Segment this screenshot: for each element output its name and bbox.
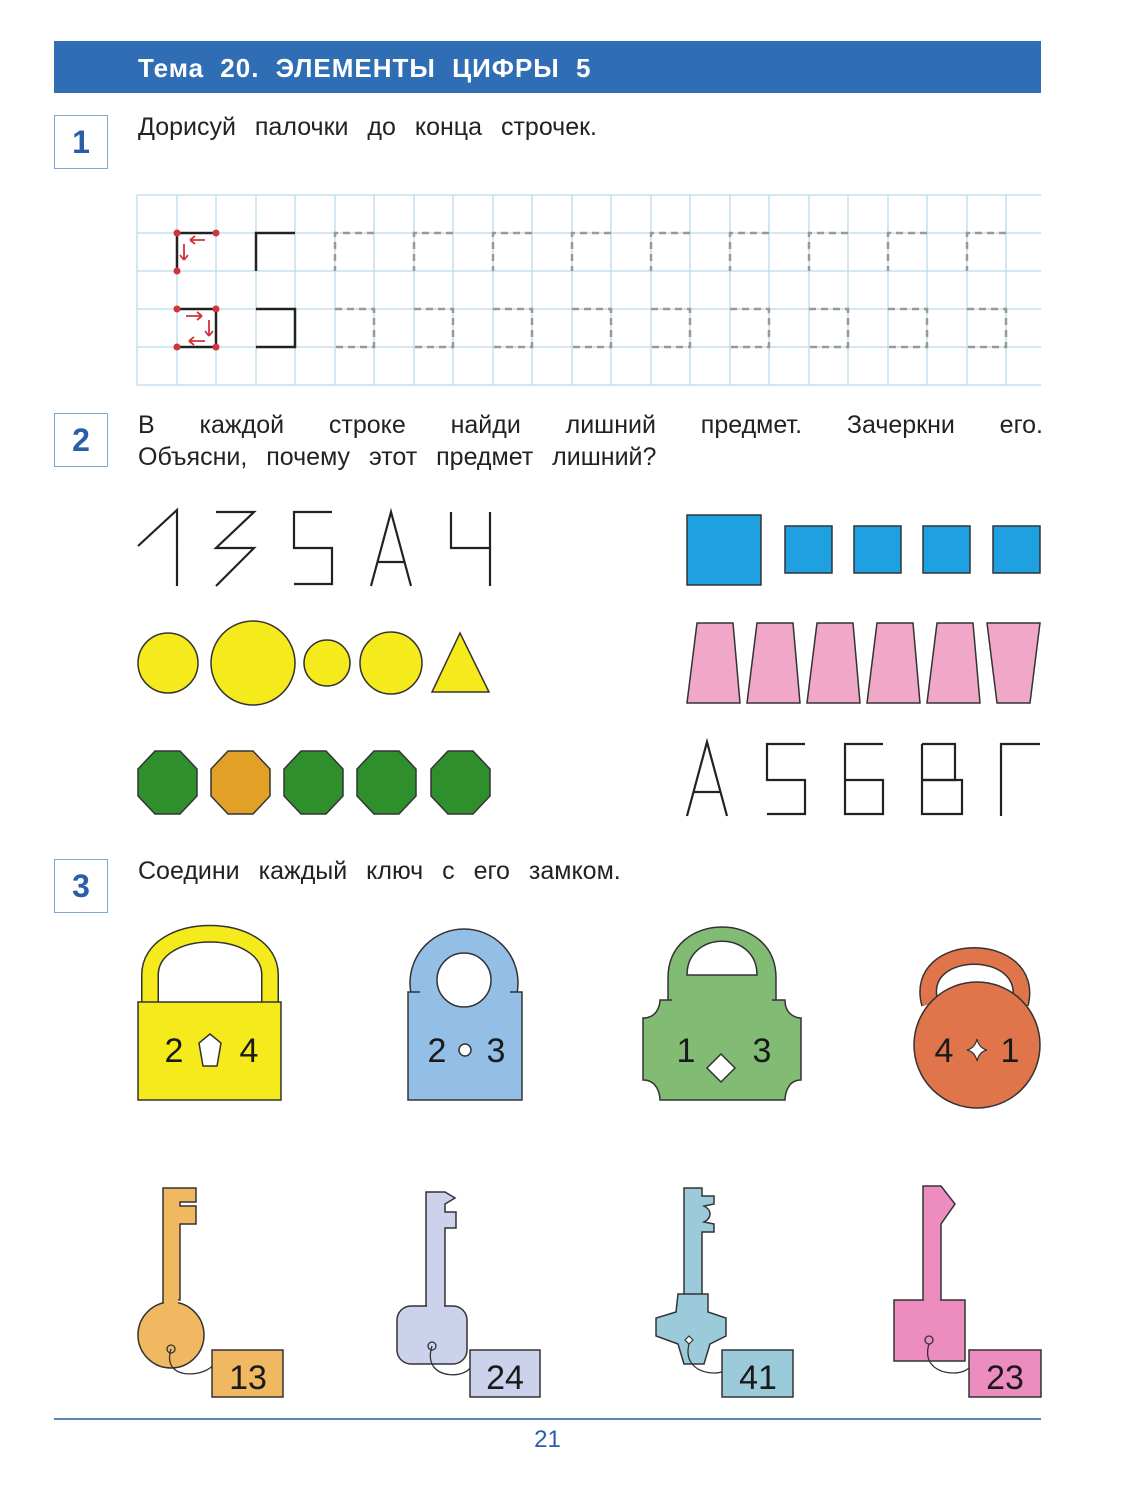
odd-triangle bbox=[432, 633, 489, 692]
key-1-tag-label: 13 bbox=[229, 1359, 267, 1397]
squares-row bbox=[687, 515, 1040, 585]
task-2-text-line-2: Объясни, почему этот предмет лишний? bbox=[138, 443, 657, 471]
task-2-text-line-1: В каждой строке найди лишний предмет. Зачеркни его. bbox=[138, 411, 1043, 439]
glyph-letter-a bbox=[687, 742, 727, 816]
page-number: 21 bbox=[534, 1426, 561, 1453]
lock-1-right-number: 4 bbox=[239, 1032, 259, 1070]
glyph-1 bbox=[138, 510, 177, 586]
task-2-number: 2 bbox=[54, 413, 108, 467]
lock-3-left-number: 1 bbox=[676, 1032, 696, 1070]
glyph-letter-v bbox=[922, 744, 962, 814]
key-2-tag-label: 24 bbox=[486, 1359, 524, 1397]
lock-2[interactable] bbox=[408, 929, 522, 1100]
dashed-trace-strokes bbox=[335, 233, 1006, 347]
odd-trapezoid bbox=[987, 623, 1040, 703]
writing-grid bbox=[137, 195, 1041, 385]
lock-1-left-number: 2 bbox=[164, 1032, 184, 1070]
task-1-number: 1 bbox=[54, 115, 108, 169]
task-3-text: Соедини каждый ключ с его замком. bbox=[138, 857, 621, 885]
odd-octagon bbox=[211, 751, 270, 814]
octagons-row bbox=[138, 751, 490, 814]
lock-2-right-number: 3 bbox=[486, 1032, 506, 1070]
glyph-letter-g bbox=[1001, 744, 1040, 816]
footer-divider bbox=[54, 1418, 1041, 1420]
topic-title: Тема 20. ЭЛЕМЕНТЫ ЦИФРЫ 5 bbox=[138, 53, 592, 83]
lock-2-left-number: 2 bbox=[427, 1032, 447, 1070]
lock-4-right-number: 1 bbox=[1000, 1032, 1020, 1070]
lock-4[interactable] bbox=[914, 956, 1040, 1108]
glyph-letter-b bbox=[845, 744, 883, 814]
circles-row bbox=[138, 621, 489, 705]
key-3-tag-label: 41 bbox=[739, 1359, 777, 1397]
key-4-tag-label: 23 bbox=[986, 1359, 1024, 1397]
task-1-text: Дорисуй палочки до конца строчек. bbox=[138, 113, 597, 141]
glyph-a bbox=[371, 512, 411, 586]
solid-sample-strokes bbox=[256, 233, 295, 347]
glyph-3 bbox=[216, 512, 254, 586]
glyph-4 bbox=[451, 512, 490, 586]
trapezoids-row bbox=[687, 623, 1040, 703]
lock-3-right-number: 3 bbox=[752, 1032, 772, 1070]
example-stroke-top bbox=[174, 230, 220, 275]
big-square bbox=[687, 515, 761, 585]
glyph-letter-5 bbox=[767, 744, 805, 814]
example-stroke-bottom bbox=[174, 306, 220, 351]
lock-3[interactable] bbox=[643, 927, 801, 1100]
stick-digits-row bbox=[138, 510, 490, 586]
glyph-5 bbox=[294, 512, 332, 584]
stick-letters-row bbox=[687, 742, 1040, 816]
lock-4-left-number: 4 bbox=[934, 1032, 954, 1070]
task-3-number: 3 bbox=[54, 859, 108, 913]
circle-icon bbox=[459, 1044, 471, 1056]
lock-1[interactable] bbox=[138, 934, 281, 1100]
